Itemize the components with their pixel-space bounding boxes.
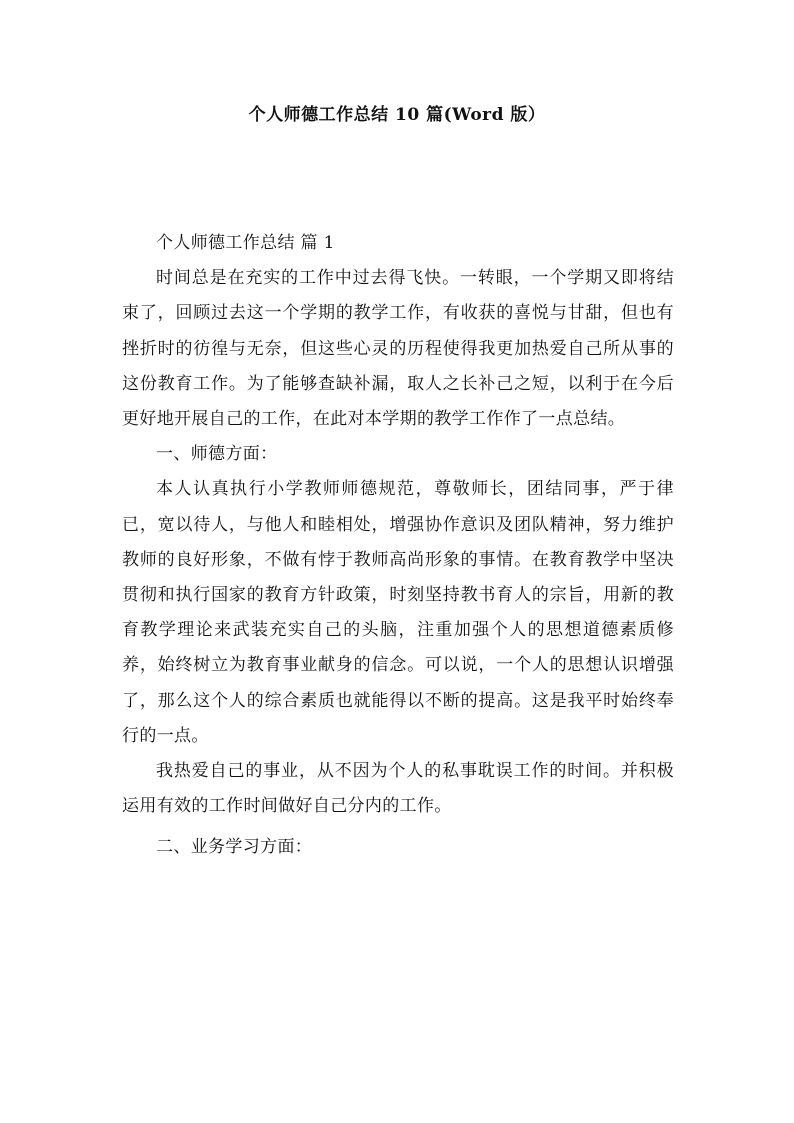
paragraph-dedication: 我热爱自己的事业，从不因为个人的私事耽误工作的时间。并积极运用有效的工作时间做好自己分内的工作。 — [122, 761, 674, 817]
document-body — [122, 226, 674, 866]
paragraph-intro: 时间总是在充实的工作中过去得飞快。一转眼，一个学期又即将结束了，回顾过去这一个学期的教学工作，有收获的喜悦与甘甜，但也有挫折时的彷徨与无奈，但这些心灵的历程使得我更加热爱自己所从事的这份教育工作。为了能够查缺补漏，取人之长补己之短，以利于在今后更好地开展自己的工作，在此对本学期的教学工作作了一点总结。 — [122, 268, 674, 430]
heading-study: 二、业务学习方面： — [156, 837, 313, 858]
heading-ethics: 一、师德方面： — [156, 444, 278, 465]
paragraph-ethics: 本人认真执行小学教师师德规范，尊敬师长，团结同事，严于律已，宽以待人，与他人和睦相处，增强协作意识及团队精神，努力维护教师的良好形象，不做有悖于教师高尚形象的事情。在教育教学中坚决贯彻和执行国家的教育方针政策，时刻坚持教书育人的宗旨，用新的教育教学理论来武装充实自己的头脑，注重加强个人的思想道德素质修养，始终树立为教育事业献身的信念。可以说，一个人的思想认识增强了，那么这个人的综合素质也就能得以不断的提高。这是我平时始终奉行的一点。 — [122, 479, 674, 746]
document-title: 个人师德工作总结 10 篇(Word 版） — [248, 105, 546, 125]
section-title: 个人师德工作总结 篇 1 — [156, 233, 335, 253]
